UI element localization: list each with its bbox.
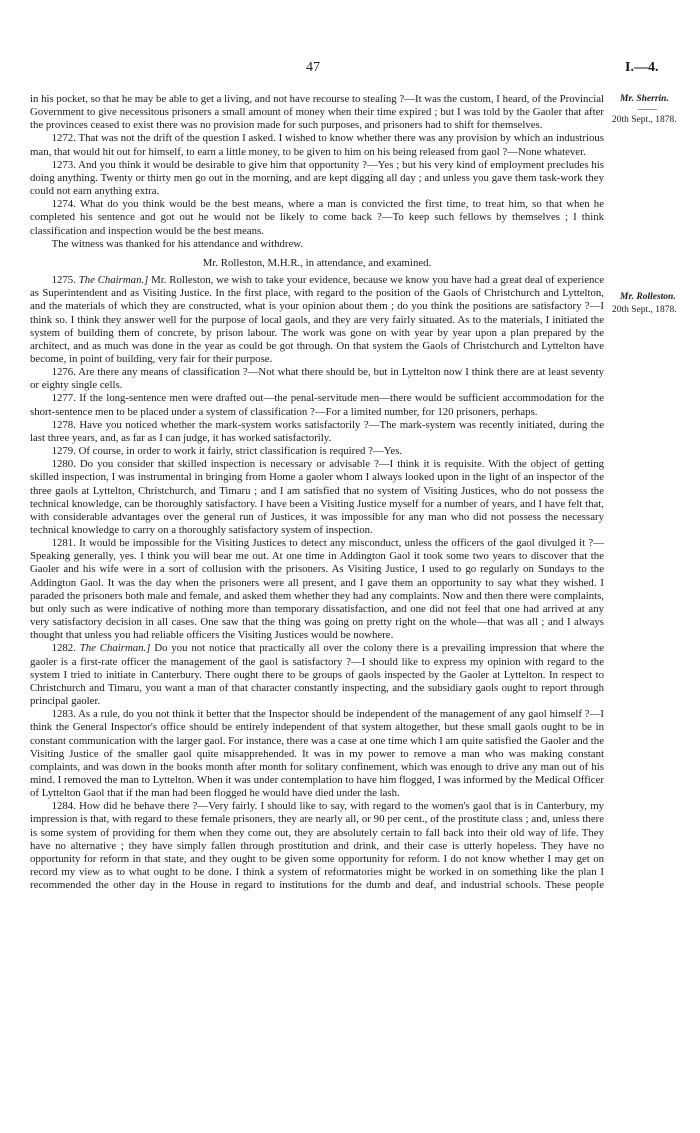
margin-note-witness-name: Mr. Sherrin.	[620, 94, 669, 104]
question-number: 1275.	[51, 274, 76, 287]
paragraph	[30, 274, 604, 366]
paragraph: in his pocket, so that he may be able to get a living, and not have recourse to stealing ?—It was the custom, I heard, of the Provincial Government to give necessitous prisoners a small amount of money when their time expired ; but I was told by the Gaoler that after the provinces ceased to exist there was no provision made for such purposes, and prisoners had to shift for themselves.	[30, 93, 604, 132]
paragraph-text: Do you not notice that practically all over the colony there is a prevailing impression that where the gaoler is a first-rate officer the management of the gaol is satisfactory ?—I should like to express my opinion with regard to the system I tried to initiate in Canterbury. There ought there to be groups of gaols inspected by the Gaoler at Lyttelton. In respect to Christchurch and Timaru, you want a man of that character constantly inspecting, and the subsidiary gaols ought to report through principal gaoler.	[30, 642, 604, 708]
paragraph: 1284. How did he behave there ?—Very fairly. I should like to say, with regard to the women's gaol that is in Canterbury, my impression is that, with regard to these female prisoners, they are nearly all, or 90 per cent., of the prostitute class ; and, unless there is some system of providing for them when they come out, they are absolutely certain to fall back into their old way of life. They have no alternative ; they have simply fallen through prostitution and drink, and their case is utterly hopeless. They have no opportunity for reform in that state, and they ought to be given some opportunity for reform. I do not know whether I may get on record my view as to what ought to be done. I think a system of reformatories might be worked in on something like the plan I recommended the other day in the House in regard to institutions for the dumb and deaf, and industrial schools. These people	[30, 800, 604, 892]
paragraph: 1276. Are there any means of classification ?—Not what there should be, but in Lyttelton now I think there are at least seventy or eighty single cells.	[30, 366, 604, 392]
paragraph: The witness was thanked for his attendance and withdrew.	[51, 237, 304, 250]
question-number: 1282.	[51, 642, 76, 655]
paragraph	[30, 642, 604, 708]
paragraph: 1272. That was not the drift of the question I asked. I wished to know whether there was any provision by which an industrious man, that would hit out for himself, to earn a little money, to be given to him on his being released from gaol ?—None whatever.	[30, 132, 604, 158]
paragraph: 1280. Do you consider that skilled inspection is necessary or advisable ?—I think it is requisite. With the object of getting skilled inspection, I was instrumental in bringing from Home a gaoler whom I always looked upon in the light of an inspector of the three gaols at Lyttelton, Christchurch, and Timaru ; and I am satisfied that no system of Visiting Justices, who do not possess the technical knowledge, can be thoroughly satisfactory. I have been a Visiting Justice myself for a number of years, and I have felt that, with considerable advantages over the general run of Justices, it was impossible for any man who did not possess the necessary technical knowledge to carry on a thoroughly satisfactory system of inspection.	[30, 458, 604, 536]
margin-note-sherrin	[612, 93, 696, 126]
paragraph: 1279. Of course, in order to work it fairly, strict classification is required ?—Yes.	[51, 445, 403, 458]
paragraph: 1273. And you think it would be desirable to give him that opportunity ?—Yes ; but his very kind of employment precludes his doing anything. Twenty or thirty men go out in the morning, and are kept digging all day ; and unless you gave them task-work they could not earn anything extra.	[30, 158, 604, 198]
paragraph: 1278. Have you noticed whether the mark-system works satisfactorily ?—The mark-system was recently initiated, during the last three years, and, as far as I can judge, it has worked satisfactorily.	[30, 418, 604, 444]
paragraph-text: Mr. Rolleston, we wish to take your evidence, because we know you have had a great deal of experience as Superintendent and as Visiting Justice. In the first place, with regard to the position of the Gaols of Christchurch and Lyttelton, and the materials of which they are constructed, what is your opinion about them ; do you think the positions are satisfactory ?—I think so. I think they answer well for the purpose of local gaols, and they are very fairly situated. As to the materials, I initiated the system of building them of concrete, by prison labour. The work was gone on with year by year upon a plan prepared by the architect, and as much was done in the year as could be got through. On that system the Gaols of Christchurch and Lyttelton have become, in point of building, very fair for their purpose.	[30, 274, 604, 365]
speaker-label: The Chairman.]	[78, 274, 149, 287]
margin-note-witness-name: Mr. Rolleston.	[620, 292, 676, 302]
paragraph: 1277. If the long-sentence men were drafted out—the penal-servitude men—there would be sufficient accommodation for the short-sentence men to be placed under a system of classification ?—For a limited number, for 120 prisoners, perhaps.	[30, 392, 604, 418]
witness-heading: Mr. Rolleston, M.H.R., in attendance, and examined.	[202, 256, 432, 269]
page-header	[0, 60, 700, 80]
testimony-text	[30, 93, 604, 892]
paragraph: 1283. As a rule, do you not think it better that the Inspector should be independent of the management of any gaol himself ?—I think the General Inspector's office should be entirely independent of that system altogether, but these small gaols ought to be in constant communication with the larger gaol. For instance, there was a case at one time which I am quite satisfied the Gaoler and the Visiting Justice of the smaller gaol quite misapprehended. It was in my power to remove a man who was making constant complaints, and was down in the books month after month for solitary confinement, which was enough to drive any man out of his mind. I removed the man to Lyttelton. When it was under contemplation to have him flogged, I was informed by the Medical Officer of Lyttelton Gaol that if the man had been flogged he would have died under the lash.	[30, 708, 604, 800]
margin-note-rolleston	[612, 291, 696, 316]
speaker-label: The Chairman.]	[79, 642, 151, 655]
margin-note-date: 20th Sept., 1878.	[612, 304, 677, 315]
page-number: 47	[306, 60, 320, 75]
margin-note-date: 20th Sept., 1878.	[612, 114, 677, 125]
paragraph: 1274. What do you think would be the best means, where a man is convicted the first time, to treat him, so that when he completed his sentence and got out he would not be likely to come back ?—To keep such fellows by themselves ; I think classification and inspection would be the best means.	[30, 198, 604, 237]
margin-note-dash: ——	[638, 104, 657, 115]
paragraph: 1281. It would be impossible for the Visiting Justices to detect any misconduct, unless the officers of the gaol divulged it ?—Speaking generally, yes. I think you will bear me out. At one time in Addington Gaol it took some two years to discover that the Gaoler and his wife were in a sort of collusion with the prisoners. As Visiting Justice, I used to go regularly on Sundays to the Addington Gaol. It was the day when the prisoners were all present, and I gave them an opportunity to say what they wished. I paraded the prisoners both male and female, and asked them whether they had any complaints. Now and then there were complaints, but only such as were indicative of nothing more than temporary dissatisfaction, and one did not feel that one had arrived at any very satisfactory decision in all cases. One saw that the thing was going on pretty right on the whole—that was all ; and I always thought that unless you had reliable officers the Visiting Justices would be nowhere.	[30, 537, 604, 642]
document-reference: I.—4.	[625, 60, 659, 75]
